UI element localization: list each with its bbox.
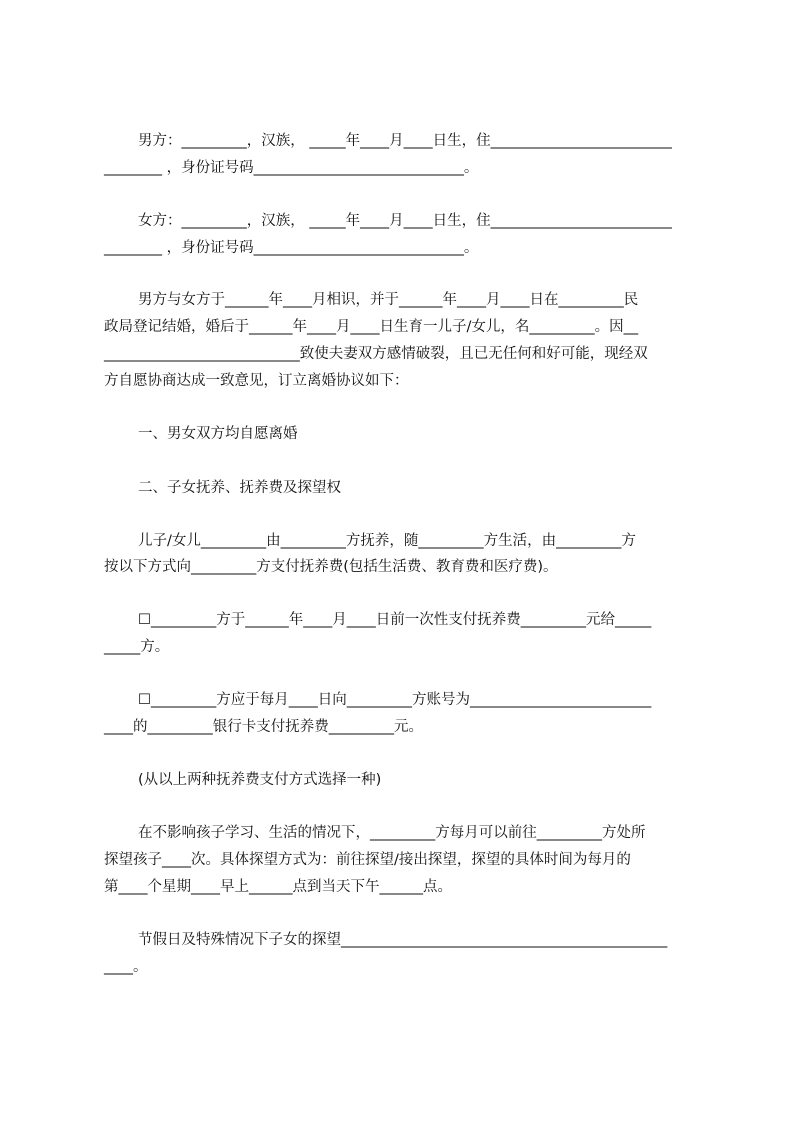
text-line-20-text: 第____个星期____早上______点到当天下午______点。 (104, 879, 452, 895)
text-line-11 (138, 531, 636, 551)
text-line-8 (104, 371, 409, 391)
text-line-7-text: ___________________________致使夫妻双方感情破裂，且已无任何和好可能，现经双 (104, 346, 648, 362)
text-line-7 (104, 344, 648, 364)
text-line-10 (138, 478, 341, 498)
text-line-12-text: 按以下方式向_________方支付抚养费(包括生活费、教育费和医疗费)。 (104, 559, 558, 575)
text-line-15 (138, 690, 651, 710)
text-line-14-text: _____方。 (104, 639, 170, 655)
text-line-17 (138, 770, 381, 790)
text-line-9-text: 一、男女双方均自愿离婚 (138, 426, 298, 442)
text-line-3 (138, 211, 672, 231)
text-line-2-text: ________ ，身份证号码_____________________________。 (104, 160, 479, 176)
text-line-2 (104, 158, 478, 178)
text-line-22 (104, 957, 148, 977)
text-line-9 (138, 424, 298, 444)
text-line-3-text: 女方：_________，汉族， _____年____月____日生，住_________________________ (138, 213, 672, 229)
text-line-15-text: ☐_________方应于每月____日向_________方账号为_________________________ (138, 692, 652, 708)
text-line-10-text: 二、子女抚养、抚养费及探望权 (138, 480, 341, 496)
text-line-19 (104, 850, 631, 870)
text-line-8-text: 方自愿协商达成一致意见，订立离婚协议如下： (104, 373, 409, 389)
text-line-5 (138, 290, 638, 310)
text-line-4 (104, 238, 478, 258)
text-line-19-text: 探望孩子____次。具体探望方式为：前往探望/接出探望，探望的具体时间为每月的 (104, 852, 631, 868)
text-line-6-text: 政局登记结婚，婚后于______年____月____日生育一儿子/女儿，名_________。因__ (104, 319, 639, 335)
text-line-13 (138, 610, 651, 630)
text-line-4-text: ________ ，身份证号码_____________________________。 (104, 240, 479, 256)
text-line-17-text: (从以上两种抚养费支付方式选择一种) (138, 772, 382, 788)
text-line-22-text: ____。 (104, 959, 148, 975)
text-line-6 (104, 317, 638, 337)
text-line-18 (138, 823, 646, 843)
text-line-18-text: 在不影响孩子学习、生活的情况下，_________方每月可以前往_________方处所 (138, 825, 646, 841)
text-line-16 (104, 717, 423, 737)
text-line-11-text: 儿子/女儿_________由_________方抚养，随_________方生活，由_________方 (138, 533, 636, 549)
text-line-20 (104, 877, 452, 897)
text-line-13-text: ☐_________方于______年____月____日前一次性支付抚养费_________元给_____ (138, 612, 652, 628)
text-line-5-text: 男方与女方于______年____月相识，并于______年____月____日在_________民 (138, 292, 639, 308)
text-line-16-text: ____的_________银行卡支付抚养费_________元。 (104, 719, 423, 735)
text-line-21 (138, 930, 667, 950)
text-line-1-text: 男方：_________，汉族， _____年____月____日生，住_________________________ (138, 133, 672, 149)
text-line-12 (104, 557, 558, 577)
text-line-14 (104, 637, 169, 657)
text-line-21-text: 节假日及特殊情况下子女的探望_____________________________________________ (138, 932, 668, 948)
text-line-1 (138, 131, 672, 151)
